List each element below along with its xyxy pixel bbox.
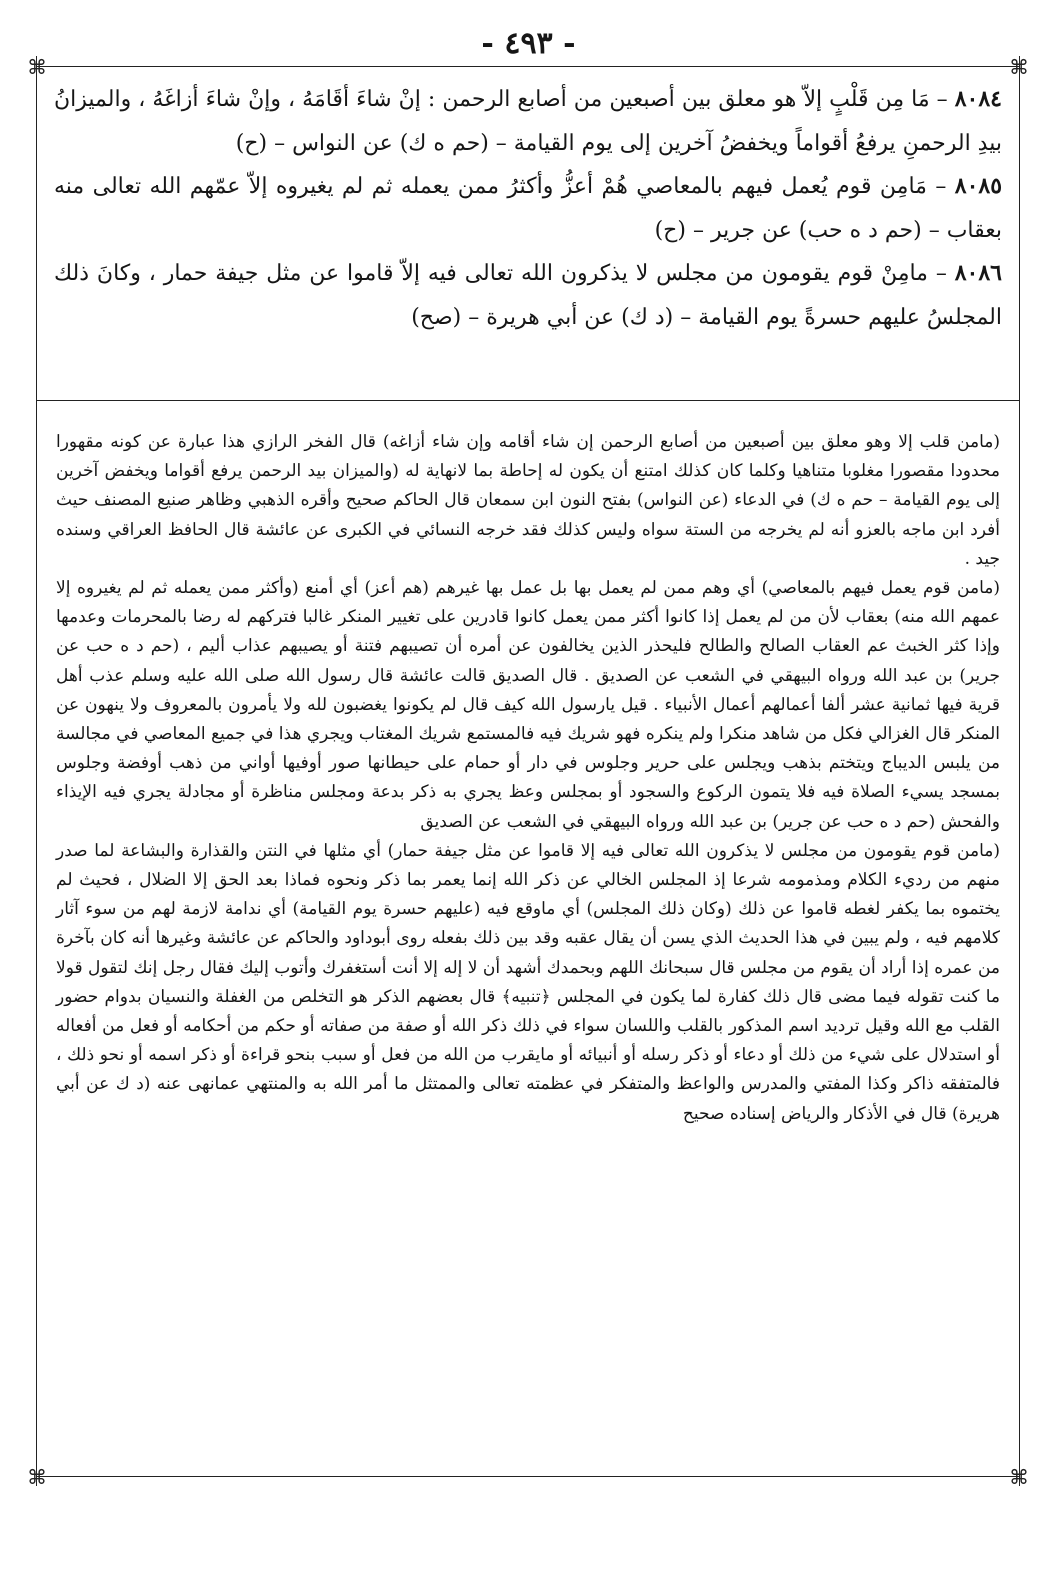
page-number: - ٤٩٣ - bbox=[481, 26, 576, 61]
corner-ornament-icon: ⌘ bbox=[1009, 55, 1029, 79]
corner-ornament-icon: ⌘ bbox=[27, 55, 47, 79]
commentary-section bbox=[56, 428, 1000, 1129]
commentary-paragraph: (مامن قوم يقومون من مجلس لا يذكرون الله تعالى فيه إلا قاموا عن مثل جيفة حمار) أي مثلها في النتن والقذارة والبشاعة لما صدر منهم من رديء الكلام ومذمومه شرعا إذ المجلس الخالي عن ذكر الله إنما يعمر بما ذكر ونحوه فماذا بعد الحق إلا الضلال ، فحيث لم يختموه بما يكفر لغطه قاموا عن ذلك (وكان ذلك المجلس) أي ماوقع فيه (عليهم حسرة يوم القيامة) أي ندامة لازمة لهم من سوء آثار كلامهم فيه ، ولم يبين في هذا الحديث الذي يسن أن يقال عقبه وقد بين ذلك بفعله روى أبوداود والحاكم عن عائشة وغيرها أنه كان بآخرة من عمره إذا أراد أن يقوم من مجلس قال سبحانك اللهم وبحمدك أشهد أن لا إله إلا أنت أستغفرك وأتوب إليك فقال رجل إنك لتقول قولا ما كنت تقوله فيما مضى قال ذلك كفارة لما يكون في المجلس ﴿تنبيه﴾ قال بعضهم الذكر هو التخلص من الغفلة والنسيان بدوام حضور القلب مع الله وقيل ترديد اسم المذكور بالقلب واللسان سواء في ذلك ذكر الله أو صفة من صفاته أو حكم من أحكامه أو فعل من أفعاله أو استدلال على شيء من ذلك أو دعاء أو ذكر رسله أو أنبيائه أو مايقرب من الله من فعل أو سبب بنحو قراءة أو ذكر اسمه أو نحو ذلك ، فالمتفقه ذاكر وكذا المفتي والمدرس والواعظ والمتفكر في عظمته تعالى والممتثل ما أمر الله به والمنتهي عمانهى عنه (د ك عن أبي هريرة) قال في الأذكار والرياض إسناده صحيح bbox=[56, 840, 1000, 1124]
hadith-number: ٨٠٨٦ bbox=[954, 260, 1002, 286]
hadith-entry bbox=[54, 252, 1002, 339]
hadith-text: – مامِنْ قوم يقومون من مجلس لا يذكرون الله تعالى فيه إلاّ قاموا عن مثل جيفة حمار ، وكانَ ذلك المجلسُ عليهم حسرةً يوم القيامة – (د ك) عن أبي هريرة – (صح) bbox=[54, 261, 1002, 330]
hadith-text: – مَا مِن قَلْبٍ إلاّ هو معلق بين أصبعين من أصابع الرحمن : إنْ شاءَ أقَامَهُ ، وإنْ شاءَ أزاغَهُ ، والميزانُ بيدِ الرحمنِ يرفعُ أقواماً ويخفضُ آخرين إلى يوم القيامة – (حم ه ك) عن النواس – (ح) bbox=[54, 87, 1002, 156]
matn-divider-rule bbox=[36, 400, 1020, 401]
commentary-paragraph: (مامن قلب إلا وهو معلق بين أصبعين من أصابع الرحمن إن شاء أقامه وإن شاء أزاغه) قال الفخر الرازي هذا عبارة عن كونه مقهورا محدودا مقصورا مغلوبا متناهيا وكلما كان كذلك امتنع أن يكون له إحاطة بما لانهاية له (والميزان بيد الرحمن يرفع أقواما ويخفض آخرين إلى يوم القيامة – حم ه ك) في الدعاء (عن النواس) بفتح النون ابن سمعان قال الحاكم صحيح وأقره الذهبي وظاهر صنيع المصنف حيث أفرد ابن ماجه بالعزو أنه لم يخرجه من الستة سواه وليس كذلك فقد خرجه النسائي في الكبرى عن عائشة قال الحافظ العراقي وسنده جيد . bbox=[56, 432, 1000, 569]
corner-ornament-icon: ⌘ bbox=[27, 1465, 47, 1489]
hadith-number: ٨٠٨٤ bbox=[954, 86, 1002, 112]
commentary-paragraph: (مامن قوم يعمل فيهم بالمعاصي) أي وهم ممن لم يعمل بها بل عمل بها غيرهم (هم أعز) أي أمنع (وأكثر ممن يعمله ثم لم يغيروه إلا عمهم الله منه) بعقاب لأن من لم يعمل إذا كانوا أكثر ممن يعمل كانوا قادرين على تغيير المنكر غالبا فتركهم له رضا بالمحرمات وعدمها وإذا كثر الخبث عم العقاب الصالح والطالح فليحذر الذين يخالفون عن أمره أن تصيبهم فتنة أو يصيبهم عذاب أليم ، (حم د ه حب عن جرير) بن عبد الله ورواه البيهقي في الشعب عن الصديق . قال الصديق قالت عائشة قال رسول الله صلى الله عليه وسلم عذب أهل قرية فيها ثمانية عشر ألفا أعمالهم أعمال الأنبياء . قيل يارسول الله كيف قال لم يكونوا يغضبون لله ولا يأمرون بالمعروف ولا ينهون عن المنكر قال الغزالي فكل من شاهد منكرا ولم ينكره فهو شريك فيه فالمستمع شريك المغتاب ويجري هذا في جميع المعاصي في مجالسة من يلبس الديباج ويتختم بذهب ويجلس على حرير وجلوس في دار أو حمام على حيطانها صور أوفيها أواني من ذهب أوفضة وجلوس بمسجد يسيء الصلاة فيه فلا يتمون الركوع والسجود أو بمجلس وعظ يجري به ذكر بدعة ومجلس مناظرة أو مجادلة يجري فيه الإيذاء والفحش (حم د ه حب عن جرير) بن عبد الله ورواه البيهقي في الشعب عن الصديق bbox=[56, 578, 1000, 832]
hadith-number: ٨٠٨٥ bbox=[954, 173, 1003, 199]
hadith-entry bbox=[54, 78, 1002, 165]
hadith-text: – مَامِن قوم يُعمل فيهم بالمعاصي هُمْ أعزُّ وأكثرُ ممن يعمله ثم لم يغيروه إلاّ عمّهم الله تعالى منه بعقاب – (حم د ه حب) عن جرير – (ح) bbox=[54, 174, 1002, 243]
hadith-entry bbox=[54, 165, 1002, 252]
corner-ornament-icon: ⌘ bbox=[1009, 1465, 1029, 1489]
frame-top-rule bbox=[36, 66, 1020, 67]
frame-bottom-rule bbox=[36, 1476, 1020, 1477]
hadith-text-section bbox=[54, 78, 1002, 339]
